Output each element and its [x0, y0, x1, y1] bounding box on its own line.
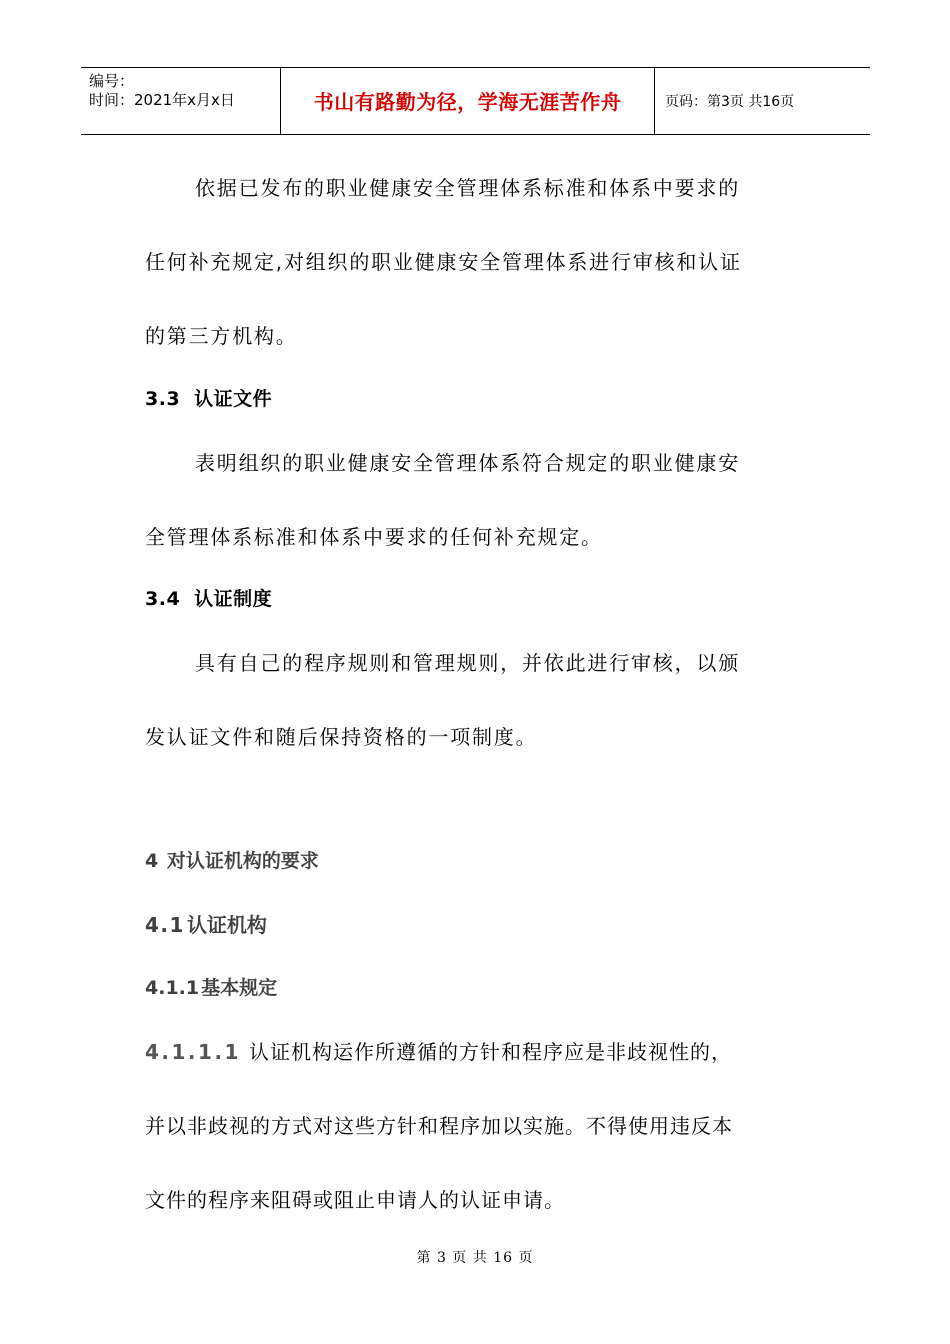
paragraph-line: 发认证文件和随后保持资格的一项制度。	[145, 725, 538, 749]
section-title: 认证制度	[194, 588, 273, 610]
page-footer: 第 3 页 共 16 页	[416, 1250, 534, 1266]
section-title: 认证机构	[186, 913, 267, 937]
section-number: 3.4	[145, 588, 181, 610]
section-title: 认证文件	[194, 388, 273, 410]
section-heading-3-3	[145, 384, 272, 411]
clause-text: 认证机构运作所遵循的方针和程序应是非歧视性的，	[248, 1040, 732, 1064]
paragraph-line: 并以非歧视的方式对这些方针和程序加以实施。不得使用违反本	[145, 1114, 733, 1138]
section-heading-4-1	[145, 909, 267, 938]
header-meta-cell	[81, 68, 281, 134]
paragraph-line: 具有自己的程序规则和管理规则，并依此进行审核，以颁	[195, 651, 740, 675]
paragraph-line: 依据已发布的职业健康安全管理体系标准和体系中要求的	[195, 176, 740, 200]
section-number: 4	[145, 850, 159, 872]
section-number: 4.1.1	[145, 977, 200, 999]
section-title: 对认证机构的要求	[166, 850, 319, 872]
paragraph-line: 的第三方机构。	[145, 324, 298, 348]
clause-number: 4.1.1.1	[145, 1040, 241, 1064]
header-page-label: 页码：第3页 共16页	[665, 94, 795, 110]
section-heading-4	[145, 846, 319, 873]
paragraph-line: 任何补充规定,对组织的职业健康安全管理体系进行审核和认证	[145, 250, 742, 274]
paragraph-line: 全管理体系标准和体系中要求的任何补充规定。	[145, 525, 603, 549]
paragraph-line: 文件的程序来阻碍或阻止申请人的认证申请。	[145, 1188, 565, 1212]
section-heading-3-4	[145, 584, 272, 611]
paragraph-line	[145, 1036, 732, 1065]
section-number: 4.1	[145, 913, 185, 937]
header-time-label: 时间：2021年x月x日	[89, 91, 235, 109]
header-motto: 书山有路勤为径，学海无涯苦作舟	[281, 68, 655, 134]
paragraph-line: 表明组织的职业健康安全管理体系符合规定的职业健康安	[195, 451, 740, 475]
section-heading-4-1-1	[145, 973, 277, 1000]
document-header	[81, 67, 870, 135]
section-title: 基本规定	[201, 977, 278, 999]
section-number: 3.3	[145, 388, 181, 410]
header-number-label: 编号：	[89, 72, 135, 90]
